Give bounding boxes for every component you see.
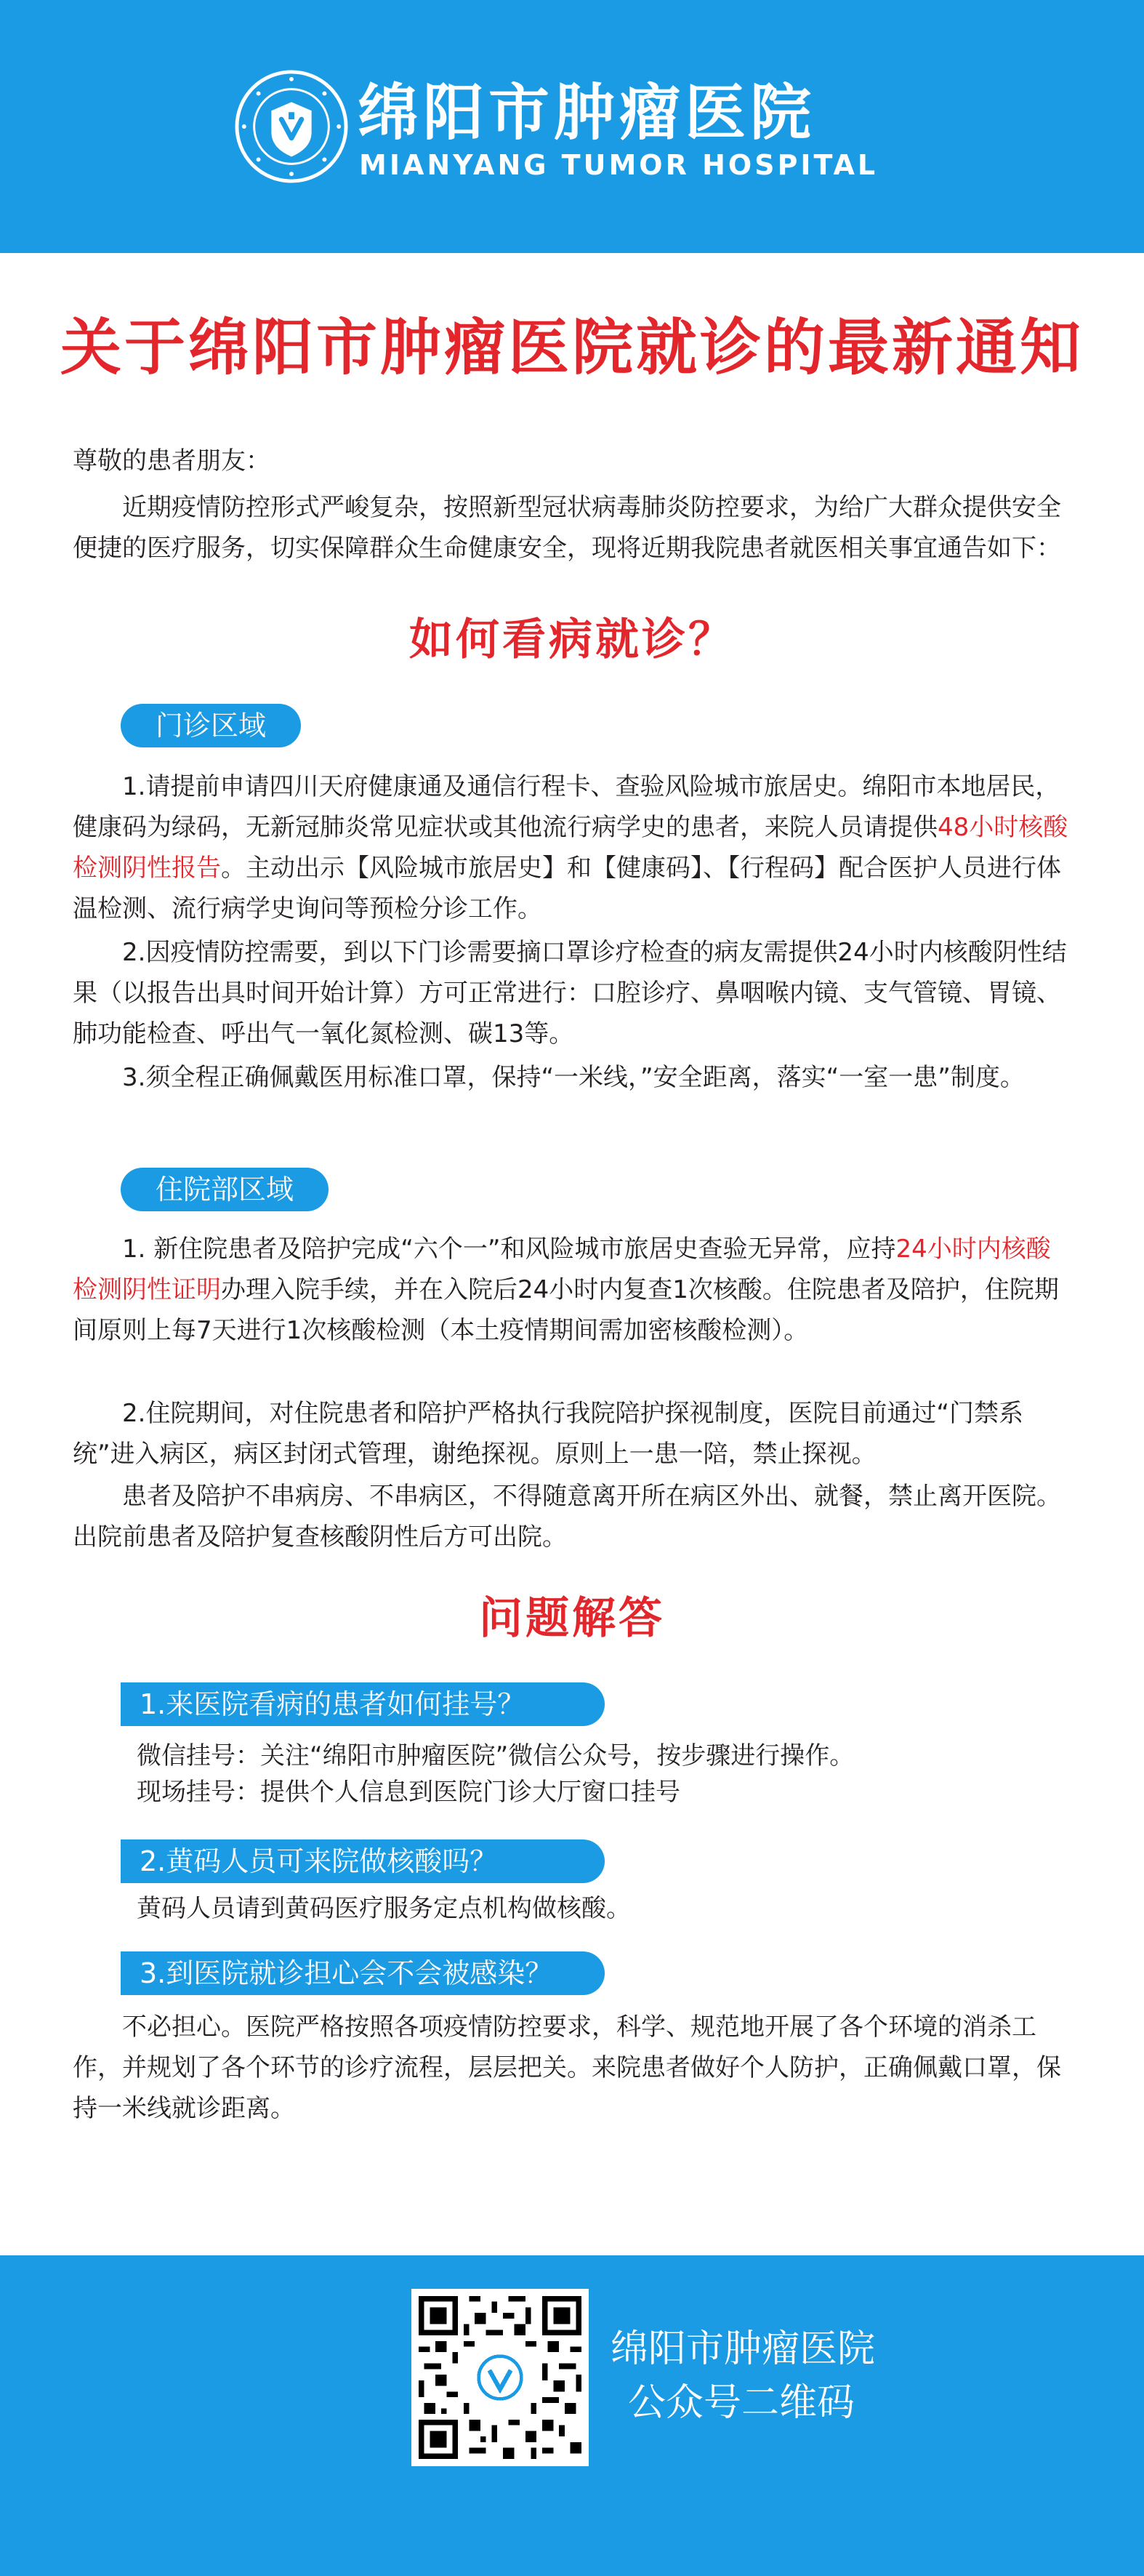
faq-question-1: 1.来医院看病的患者如何挂号？ [121,1682,605,1726]
outpatient-item-2: 2.因疫情防控需要，到以下门诊需要摘口罩诊疗检查的病友需提供24小时内核酸阴性结果（以报告出具时间开始计算）方可正常进行：口腔诊疗、鼻咽喉内镜、支气管镜、胃镜、肺功能检查、呼出气一氧化氮检测、碳13等。 [73,938,1067,1048]
qr-caption-line-2: 公众号二维码 [627,2381,855,2425]
faq-answer-1-line-1: 微信挂号：关注“绵阳市肿瘤医院”微信公众号，按步骤进行操作。 [137,1741,855,1770]
faq-question-3: 3.到医院就诊担心会不会被感染？ [121,1951,605,1995]
qr-caption-line-1: 绵阳市肿瘤医院 [611,2327,876,2371]
hospital-name-cn: 绵阳市肿瘤医院 [358,77,816,148]
intro-paragraph: 近期疫情防控形式严峻复杂，按照新型冠状病毒肺炎防控要求，为给广大群众提供安全便捷的医疗服务，切实保障群众生命健康安全，现将近期我院患者就医相关事宜通告如下： [73,493,1061,563]
outpatient-item-1: 1.请提前申请四川天府健康通及通信行程卡、查验风险城市旅居史。绵阳市本地居民，健康码为绿码，无新冠肺炎常见症状或其他流行病学史的患者，来院人员请提供48小时核酸检测阴性报告。主动出示【风险城市旅居史】和【健康码】、【行程码】配合医护人员进行体温检测、流行病学史询问等预检分诊工作。 [73,772,1068,923]
outpatient-item-3: 3.须全程正确佩戴医用标准口罩，保持“一米线，”安全距离，落实“一室一患”制度。 [122,1063,1025,1092]
outpatient-label: 门诊区域 [121,704,301,747]
inpatient-label: 住院部区域 [121,1168,329,1211]
faq-answer-3: 不必担心。医院严格按照各项疫情防控要求，科学、规范地开展了各个环境的消杀工作，并规划了各个环节的诊疗流程，层层把关。来院患者做好个人防护，正确佩戴口罩，保持一米线就诊距离。 [73,2013,1061,2123]
highlight-48h-test: 48小时核酸检测阴性报告 [73,813,1068,883]
greeting: 尊敬的患者朋友： [73,446,270,476]
hospital-name-en: MIANYANG TUMOR HOSPITAL [359,149,879,181]
section-heading-faq: 问题解答 [479,1593,665,1644]
faq-answer-1-line-2: 现场挂号：提供个人信息到医院门诊大厅窗口挂号 [137,1778,680,1807]
inpatient-item-1: 1. 新住院患者及陪护完成“六个一”和风险城市旅居史查验无异常，应持24小时内核酸检测阴性证明办理入院手续，并在入院后24小时内复查1次核酸。住院患者及陪护，住院期间原则上每7天进行1次核酸检测（本土疫情期间需加密核酸检测）。 [73,1235,1059,1345]
header-banner [0,0,1144,253]
hospital-logo [234,69,917,185]
hospital-emblem-icon [234,69,349,184]
notice-title: 关于绵阳市肿瘤医院就诊的最新通知 [60,312,1084,383]
section-heading-how-to-visit: 如何看病就诊？ [409,614,735,665]
inpatient-item-3: 患者及陪护不串病房、不串病区，不得随意离开所在病区外出、就餐，禁止离开医院。出院前患者及陪护复查核酸阴性后方可出院。 [73,1482,1061,1552]
highlight-24h-test: 24小时内核酸检测阴性证明 [73,1235,1051,1304]
inpatient-item-2: 2.住院期间，对住院患者和陪护严格执行我院陪护探视制度，医院目前通过“门禁系统”进入病区，病区封闭式管理，谢绝探视。原则上一患一陪，禁止探视。 [73,1399,1024,1469]
qr-code-icon [419,2296,581,2459]
qr-code [411,2289,589,2466]
faq-question-2: 2.黄码人员可来院做核酸吗？ [121,1839,605,1883]
faq-answer-2: 黄码人员请到黄码医疗服务定点机构做核酸。 [137,1894,631,1923]
